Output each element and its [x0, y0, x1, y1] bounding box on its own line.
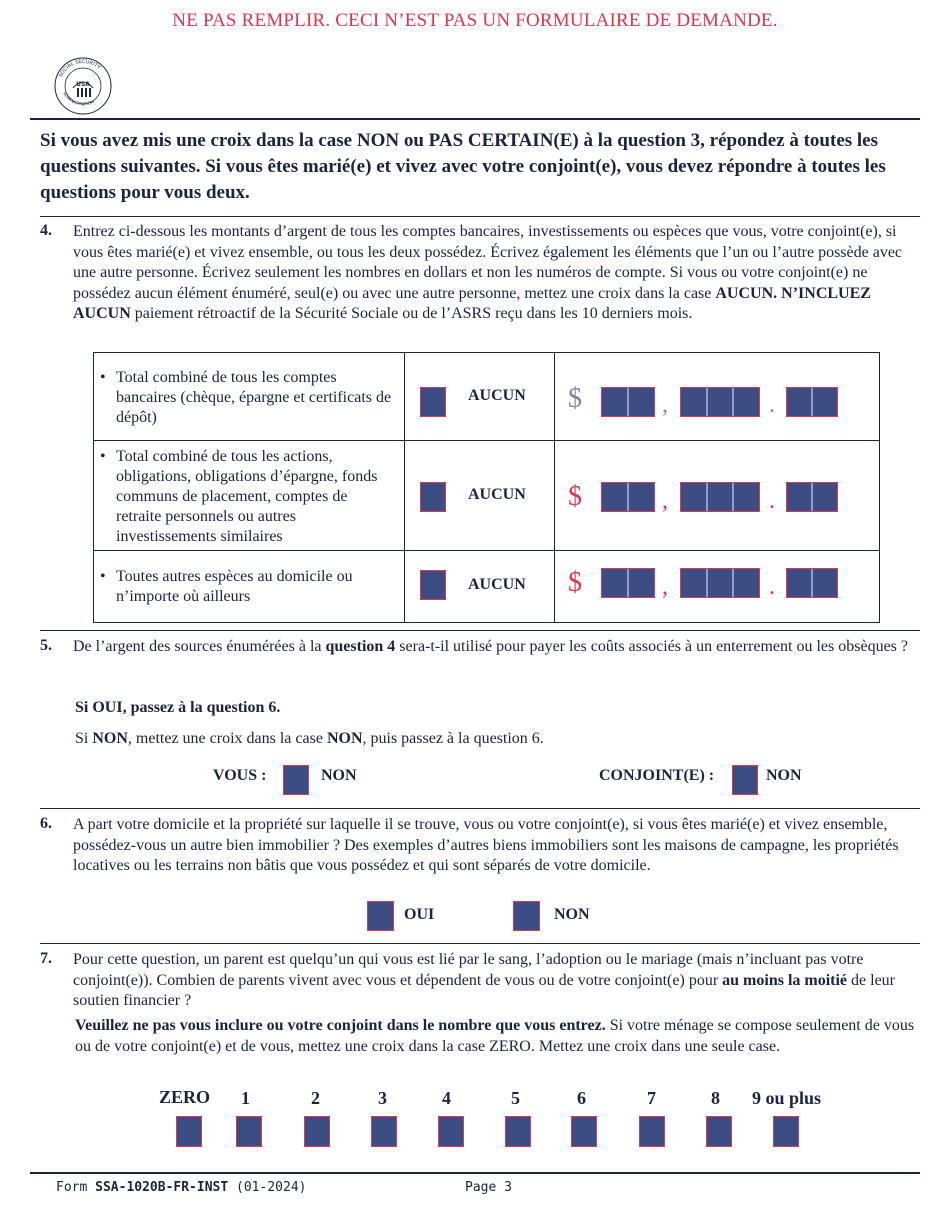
q5-divider — [40, 630, 920, 631]
comma-separator: , — [662, 574, 668, 600]
q6-number: 6. — [40, 815, 52, 832]
q4-text: Entrez ci-dessous les montants d’argent de tous les comptes bancaires, investissements ou espèces que vous, votre conjoint(e), si vous êtes marié(e) et vivez ensemble, ou tous les deux possédez. Écrivez également les éléments que l’un ou l’autre possède avec une autre personne. Écrivez seulement les nombres en dollars et non les numéros de compte. Si vous ou votre conjoint(e) ne possédez aucun élément énuméré, seul(e) ou avec une autre personne, mettez une croix dans la case AUCUN. N’INCLUEZ AUCUN paiement rétroactif de la Sécurité Sociale ou de l’ASRS reçu dans les 10 derniers mois. — [73, 223, 903, 322]
amount-cents-field[interactable] — [786, 387, 838, 417]
option-checkbox-8[interactable] — [706, 1116, 732, 1147]
amount-thousands-field[interactable] — [601, 568, 655, 598]
option-label-3: 3 — [378, 1088, 387, 1108]
option-label-4: 4 — [442, 1088, 451, 1108]
svg-text:USA: USA — [76, 81, 90, 88]
option-label-zero: ZERO — [159, 1087, 211, 1107]
ssa-seal-logo — [53, 56, 113, 116]
header-rule — [30, 118, 920, 120]
row-label-other-cash: Toutes autres espèces au domicile ou n’importe où ailleurs — [116, 568, 353, 605]
q5-no-instruction: Si NON, mettez une croix dans la case NON, puis passez à la question 6. — [75, 730, 544, 747]
option-label-9-plus: 9 ou plus — [752, 1088, 822, 1108]
amount-thousands-field[interactable] — [601, 482, 655, 512]
q4-number: 4. — [40, 222, 52, 239]
bullet: • — [100, 568, 106, 585]
q6-yes-checkbox[interactable] — [367, 901, 394, 931]
q5-text: De l’argent des sources énumérées à la question 4 sera-t-il utilisé pour payer les coûts associés à un enterrement ou les obsèques ? — [73, 638, 909, 655]
table-row-divider — [93, 550, 879, 551]
footer-rule — [30, 1172, 920, 1174]
option-checkbox-2[interactable] — [304, 1116, 330, 1147]
none-label: AUCUN — [468, 486, 526, 503]
svg-text:ADMINISTRATION: ADMINISTRATION — [62, 91, 95, 107]
decimal-separator: . — [769, 392, 775, 418]
option-checkbox-6[interactable] — [571, 1116, 597, 1147]
option-checkbox-1[interactable] — [236, 1116, 262, 1147]
none-checkbox-cash[interactable] — [420, 570, 446, 600]
comma-separator: , — [662, 392, 668, 418]
q7-note: Veuillez ne pas vous inclure ou votre conjoint dans le nombre que vous entrez. Si votre ménage se compose seulement de vous ou de votre conjoint(e) et de vous, mettez une croix dans la case ZERO. Mettez une croix dans une seule case. — [75, 1017, 915, 1055]
amount-thousands-field[interactable] — [601, 387, 655, 417]
option-label-8: 8 — [711, 1088, 720, 1108]
option-label-7: 7 — [647, 1088, 656, 1108]
spouse-no-checkbox[interactable] — [732, 765, 758, 795]
q7-divider — [40, 943, 920, 944]
amount-hundreds-field[interactable] — [680, 482, 760, 512]
none-checkbox-investments[interactable] — [420, 482, 446, 512]
you-no-label: NON — [321, 767, 357, 784]
page-number: Page 3 — [465, 1180, 512, 1195]
option-checkbox-3[interactable] — [371, 1116, 397, 1147]
amount-cents-field[interactable] — [786, 568, 838, 598]
bullet: • — [100, 448, 106, 465]
comma-separator: , — [662, 488, 668, 514]
q5-number: 5. — [40, 637, 52, 654]
q5-yes-instruction: Si OUI, passez à la question 6. — [75, 699, 281, 716]
option-label-6: 6 — [577, 1088, 586, 1108]
svg-text:SOCIAL SECURITY: SOCIAL SECURITY — [57, 58, 102, 79]
amount-cents-field[interactable] — [786, 482, 838, 512]
option-checkbox-7[interactable] — [639, 1116, 665, 1147]
decimal-separator: . — [769, 574, 775, 600]
option-checkbox-9-plus[interactable] — [773, 1116, 799, 1147]
none-checkbox-bank[interactable] — [420, 387, 446, 417]
table-row-divider — [93, 440, 879, 441]
row-label-investments: Total combiné de tous les actions, obligations, obligations d’épargne, fonds communs de placement, comptes de retraite personnels ou autres investissements similaires — [116, 448, 378, 545]
table-divider — [404, 352, 405, 622]
dollar-sign: $ — [568, 481, 582, 512]
do-not-fill-warning: NE PAS REMPLIR. CECI N’EST PAS UN FORMULAIRE DE DEMANDE. — [172, 10, 778, 31]
amount-hundreds-field[interactable] — [680, 568, 760, 598]
dollar-sign: $ — [568, 383, 582, 414]
option-checkbox-5[interactable] — [505, 1116, 531, 1147]
q6-divider — [40, 808, 920, 809]
row-label-bank-accounts: Total combiné de tous les comptes bancaires (chèque, épargne et certificats de dépôt) — [116, 369, 392, 426]
spouse-no-label: NON — [766, 767, 802, 784]
you-label: VOUS : — [213, 767, 267, 784]
option-label-1: 1 — [241, 1088, 250, 1108]
q4-divider — [40, 216, 920, 217]
dollar-sign: $ — [568, 567, 582, 598]
none-label: AUCUN — [468, 387, 526, 404]
q6-no-label: NON — [554, 906, 590, 923]
form-footer: Form SSA-1020B-FR-INST (01-2024) — [56, 1180, 307, 1195]
spouse-label: CONJOINT(E) : — [599, 767, 715, 784]
q6-yes-label: OUI — [404, 906, 435, 923]
none-label: AUCUN — [468, 576, 526, 593]
decimal-separator: . — [769, 488, 775, 514]
option-checkbox-zero[interactable] — [176, 1116, 202, 1147]
q6-no-checkbox[interactable] — [513, 901, 540, 931]
form-id: SSA-1020B-FR-INST — [95, 1180, 229, 1195]
option-label-2: 2 — [311, 1088, 320, 1108]
option-checkbox-4[interactable] — [438, 1116, 464, 1147]
q7-text: Pour cette question, un parent est quelqu’un qui vous est lié par le sang, l’adoption ou le mariage (mais n’incluant pas votre conjoint(e)). Combien de parents vivent avec vous et dépendent de vous ou de votre conjoint(e) pour au moins la moitié de leur soutien financier ? — [73, 951, 896, 1009]
section-intro: Si vous avez mis une croix dans la case NON ou PAS CERTAIN(E) à la question 3, répondez à toutes les questions suivantes. Si vous êtes marié(e) et vivez avec votre conjoint(e), vous devez répondre à toutes les questions pour vous deux. — [40, 130, 886, 203]
amount-hundreds-field[interactable] — [680, 387, 760, 417]
q6-text: A part votre domicile et la propriété sur laquelle il se trouve, vous ou votre conjoint(e), si vous êtes marié(e) et vivez ensemble, possédez-vous un autre bien immobilier ? Des exemples d’autres biens immobiliers sont les maisons de campagne, les propriétés locatives ou les terrains non bâtis que vous possédez et qui sont séparés de votre domicile. — [73, 816, 899, 874]
q7-number: 7. — [40, 950, 52, 967]
option-label-5: 5 — [511, 1088, 520, 1108]
you-no-checkbox[interactable] — [283, 765, 309, 795]
bullet: • — [100, 369, 106, 386]
table-divider — [554, 352, 555, 622]
